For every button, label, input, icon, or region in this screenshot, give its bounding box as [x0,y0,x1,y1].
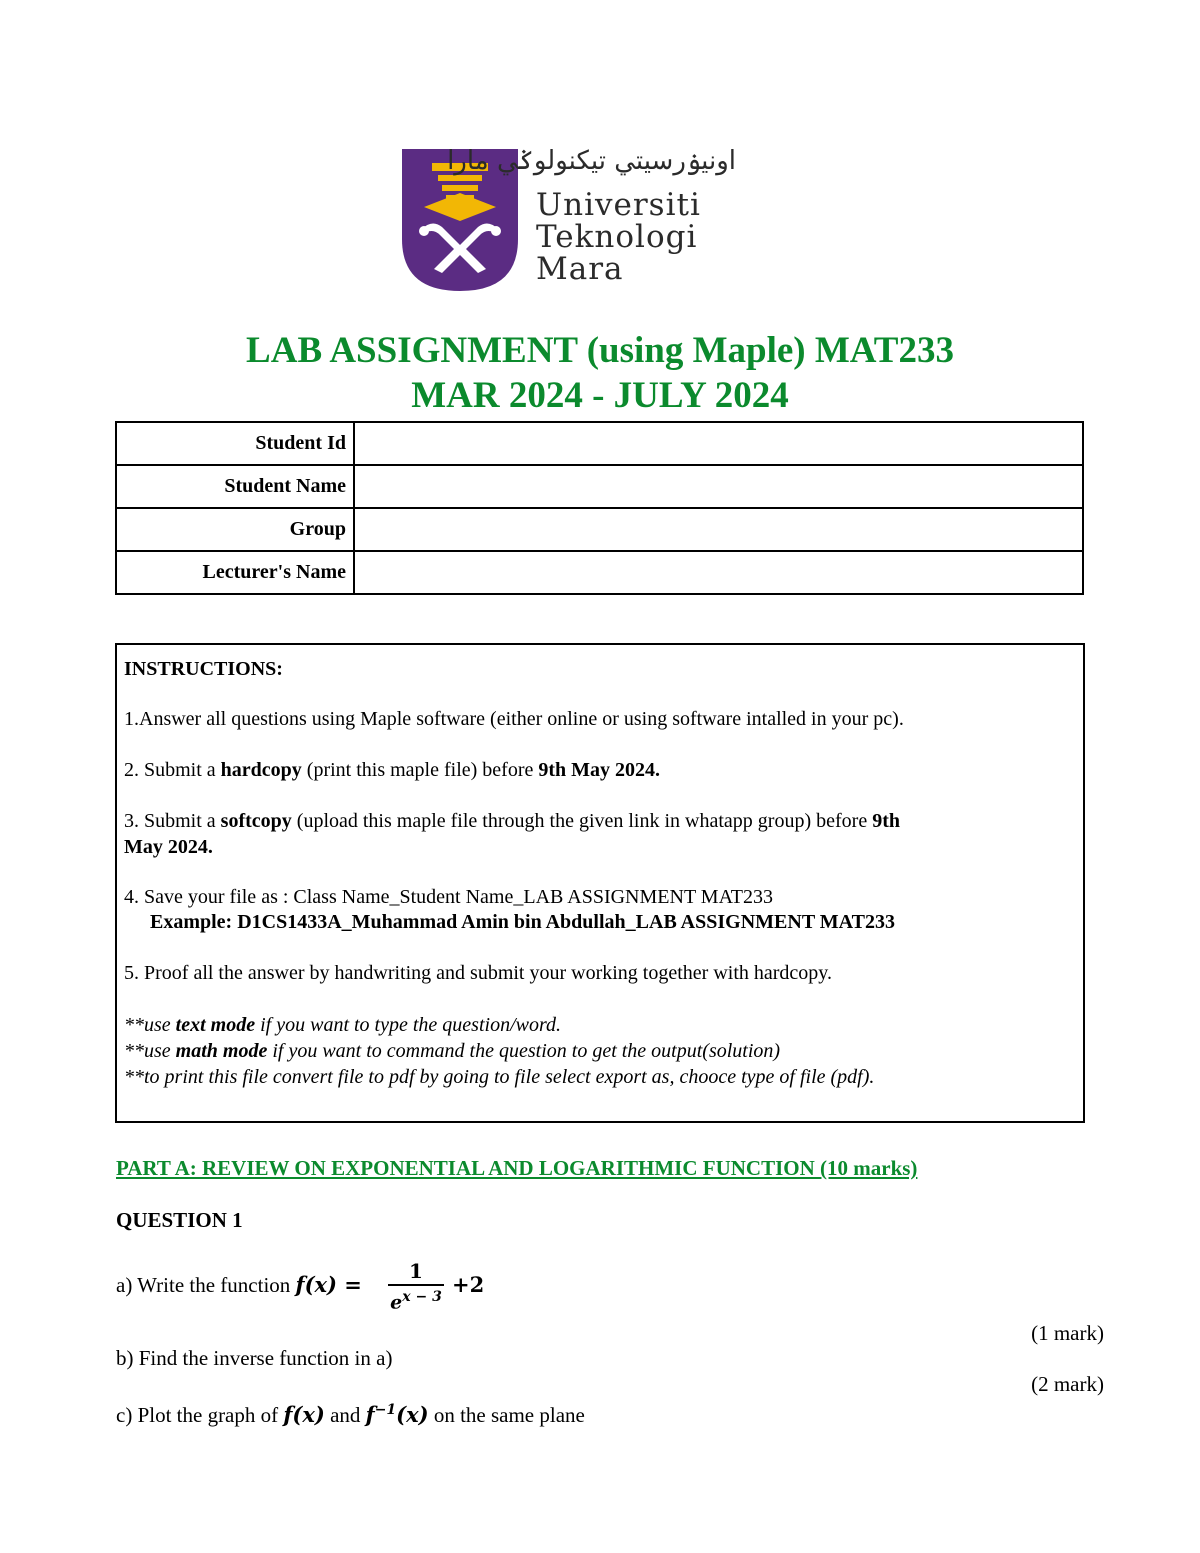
instruction-example: Example: D1CS1433A_Muhammad Amin bin Abdullah_LAB ASSIGNMENT MAT233 [150,911,895,933]
note-text: **use [124,1014,176,1036]
instruction-item-3 [124,809,900,833]
note-math-mode [124,1039,780,1063]
question-b: b) Find the inverse function in a) [116,1346,393,1370]
question-a [116,1272,362,1298]
question-c-text: c) Plot the graph of [116,1403,284,1427]
page-title-line2: MAR 2024 - JULY 2024 [411,375,789,416]
instruction-text: (upload this maple file through the given link in whatapp group) before [291,810,873,832]
note-text: **use [124,1040,176,1062]
instruction-item-4: 4. Save your file as : Class Name_Student Name_LAB ASSIGNMENT MAT233 [124,886,774,908]
lecturer-name-field[interactable] [354,551,1083,594]
function-lhs: f(x) = [295,1272,362,1297]
group-label: Group [116,508,354,551]
inverse-base: f [365,1402,375,1427]
fraction-numerator: 1 [388,1258,444,1286]
jawi-university-name: اونيۏرسيتي تيكنولوݢي مارا [447,146,736,176]
student-id-field[interactable] [354,422,1083,465]
instruction-item-1: 1.Answer all questions using Maple software (either online or using software intalled in your pc). [124,708,904,730]
denominator-exponent: x − 3 [402,1289,442,1305]
table-row [116,551,1083,594]
table-row [116,422,1083,465]
question-a-mark: (1 mark) [1031,1321,1104,1345]
question-c-end: on the same plane [428,1403,585,1427]
question-c [116,1402,585,1428]
note-text: if you want to command the question to get the output(solution) [267,1040,781,1062]
note-emphasis: math mode [175,1040,268,1062]
part-a-heading: PART A: REVIEW ON EXPONENTIAL AND LOGARITHMIC FUNCTION (10 marks) [116,1156,918,1180]
instruction-date-cont: May 2024. [124,836,213,858]
university-word-2: Teknologi [536,219,698,255]
instruction-item-5: 5. Proof all the answer by handwriting and submit your working together with hardcopy. [124,962,833,984]
table-row [116,508,1083,551]
note-text: if you want to type the question/word. [255,1014,562,1036]
instruction-date: 9th [872,810,900,832]
instruction-date: 9th May 2024. [538,759,661,781]
function-f: f(x) [283,1402,325,1427]
fraction-denominator [388,1286,444,1314]
instruction-text: 3. Submit a [124,810,221,832]
university-word-1: Universiti [536,187,701,223]
student-name-field[interactable] [354,465,1083,508]
instruction-text: 2. Submit a [124,759,221,781]
group-field[interactable] [354,508,1083,551]
question-b-mark: (2 mark) [1031,1372,1104,1396]
instructions-heading: INSTRUCTIONS: [124,658,283,680]
question-1-label: QUESTION 1 [116,1208,243,1232]
student-id-label: Student Id [116,422,354,465]
instruction-emphasis: hardcopy [220,759,302,781]
inverse-arg: (x) [396,1402,429,1427]
student-name-label: Student Name [116,465,354,508]
instruction-emphasis: softcopy [220,810,292,832]
student-info-table [115,421,1084,595]
question-a-text: a) Write the function [116,1273,296,1297]
function-rhs: +2 [452,1272,485,1297]
denominator-base: e [390,1291,403,1314]
instruction-item-2 [124,758,660,782]
lecturer-name-label: Lecturer's Name [116,551,354,594]
page-title-line1: LAB ASSIGNMENT (using Maple) MAT233 [246,330,954,371]
note-text-mode [124,1013,561,1037]
university-word-3: Mara [536,251,624,287]
fraction [388,1258,444,1314]
inverse-exponent: −1 [374,1402,397,1418]
note-print: **to print this file convert file to pdf by going to file select export as, chooce type of file (pdf). [124,1066,875,1088]
table-row [116,465,1083,508]
question-c-and: and [324,1403,366,1427]
instruction-text: (print this maple file) before [301,759,539,781]
note-emphasis: text mode [175,1014,256,1036]
